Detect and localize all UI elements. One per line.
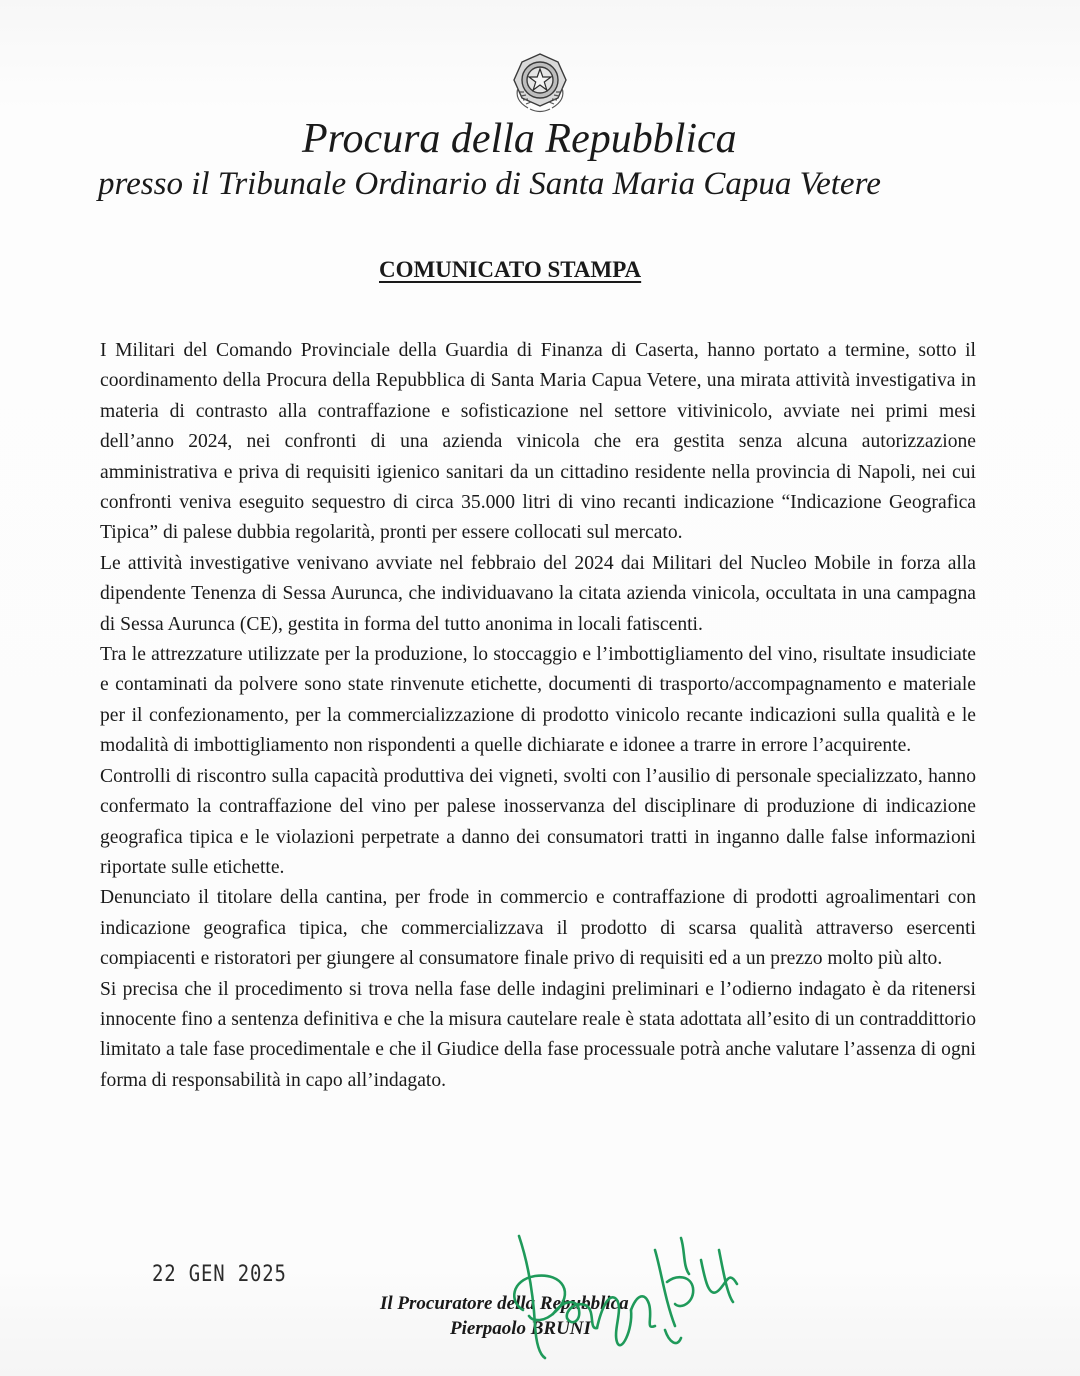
body-paragraph: Le attività investigative venivano avviate nel febbraio del 2024 dai Militari del Nucleo Mobile in forza alla dipendente Tenenza di Sessa Aurunca, che individuavano la citata azienda vinicola, occultata in una campagna di Sessa Aurunca (CE), gestita in forma del tutto anonima in locali fatiscenti. — [100, 552, 976, 635]
office-subtitle: presso il Tribunale Ordinario di Santa Maria Capua Vetere — [98, 166, 881, 202]
body-paragraph: Si precisa che il procedimento si trova nella fase delle indagini preliminari e l’odierno indagato è da ritenersi innocente fino a sentenza definitiva e che la misura cautelare reale è stata adottata all’esito di un contraddittorio limitato a tale fase procedimentale e che il Giudice della fase processuale potrà anche valutare l’assenza di ogni forma di responsabilità in capo all’indagato. — [100, 978, 976, 1091]
italian-republic-emblem-icon — [508, 48, 572, 114]
date-stamp: 22 GEN 2025 — [152, 1262, 287, 1287]
office-name: Procura della Repubblica — [302, 116, 737, 162]
body-paragraph: Controlli di riscontro sulla capacità produttiva dei vigneti, svolti con l’ausilio di personale specializzato, hanno confermato la contraffazione del vino per palese inosservanza del disciplinare di produzione di indicazione geografica tipica e le violazioni perpetrate a danno dei consumatori tratti in inganno dalle false informazioni riportate sulle etichette. — [100, 765, 976, 878]
body-paragraph: I Militari del Comando Provinciale della Guardia di Finanza di Caserta, hanno portato a termine, sotto il coordinamento della Procura della Repubblica di Santa Maria Capua Vetere, una mirata attività investigativa in materia di contrasto alla contraffazione e sofisticazione nel settore vitivinicolo, avviate nei primi mesi dell’anno 2024, nei confronti di una azienda vinicola che era gestita senza alcuna autorizzazione amministrativa e priva di requisiti igienico sanitari da un cittadino residente nella provincia di Napoli, nei cui confronti veniva eseguito sequestro di circa 35.000 litri di vino recanti indicazione “Indicazione Geografica Tipica” di palese dubbia regolarità, pronti per essere collocati sul mercato. — [100, 340, 976, 544]
press-release-heading: COMUNICATO STAMPA — [379, 257, 642, 282]
handwritten-signature — [505, 1230, 755, 1360]
signatory-role: Il Procuratore della Repubblica — [380, 1293, 629, 1314]
body-paragraph: Denunciato il titolare della cantina, per frode in commercio e contraffazione di prodotti agroalimentari con indicazione geografica tipica, che commercializzava il prodotto di scarsa qualità attraverso esercenti compiacenti e ristoratori per giungere al consumatore finale privo di requisiti ed a un prezzo molto più alto. — [100, 887, 976, 970]
signatory-name: Pierpaolo BRUNI — [450, 1318, 591, 1339]
press-release-body — [100, 336, 976, 1096]
body-paragraph: Tra le attrezzature utilizzate per la produzione, lo stoccaggio e l’imbottigliamento del vino, risultate insudiciate e contaminati da polvere sono state rinvenute etichette, documenti di trasporto/accompagnamento e materiale per il confezionamento, per la commercializzazione di prodotto vinicolo recante indicazioni sulla qualità e le modalità di imbottigliamento non rispondenti a quelle dichiarate e idonee a trarre in errore l’acquirente. — [100, 644, 976, 757]
